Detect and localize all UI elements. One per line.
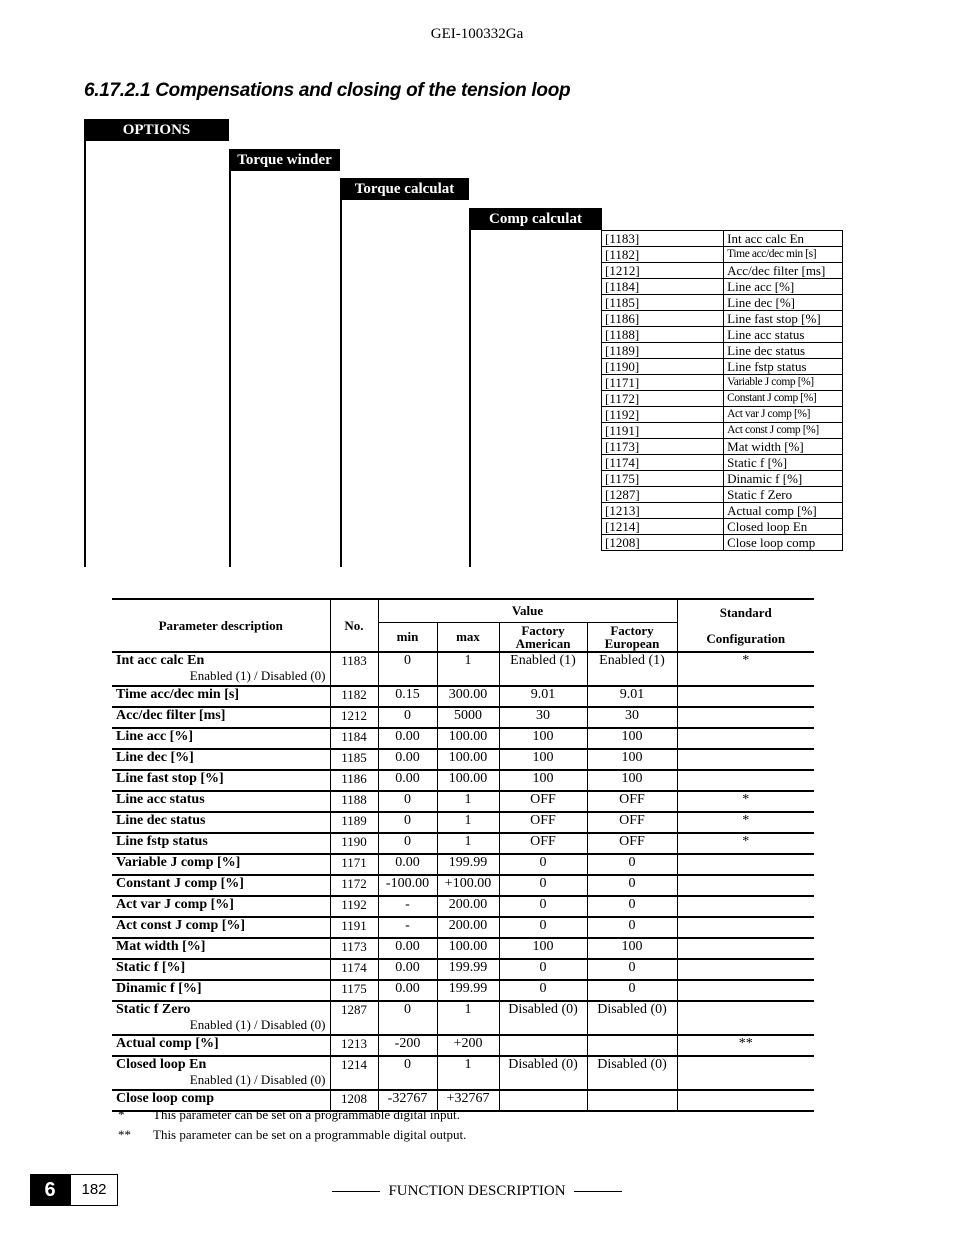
param-number: 1183 (330, 652, 378, 686)
factory-american-value: 0 (499, 917, 587, 938)
param-list-label: Close loop comp (724, 535, 843, 551)
min-value: 0.00 (378, 749, 437, 770)
param-number: 1185 (330, 749, 378, 770)
table-row (112, 707, 814, 728)
param-list-row (602, 407, 843, 423)
footnote-text: This parameter can be set on a programmable digital output. (153, 1127, 467, 1142)
param-list-row (602, 423, 843, 439)
table-row (112, 812, 814, 833)
param-list-number: [1186] (602, 311, 724, 327)
param-list-label: Time acc/dec min [s] (724, 247, 843, 263)
menu-torque-calculat: Torque calculat (340, 178, 469, 200)
standard-config-value (677, 854, 814, 875)
min-value: 0 (378, 652, 437, 686)
standard-config-value: * (677, 812, 814, 833)
min-value: 0 (378, 833, 437, 854)
min-value: 0 (378, 1056, 437, 1090)
param-list-row (602, 359, 843, 375)
footer-title (0, 1183, 954, 1200)
param-name: Line fstp status (116, 834, 208, 849)
table-row (112, 1056, 814, 1090)
min-value: 0 (378, 1001, 437, 1035)
param-name: Line acc status (116, 792, 205, 807)
header-factory-label: Factory (610, 622, 654, 638)
factory-american-value: 100 (499, 938, 587, 959)
min-value: 0 (378, 791, 437, 812)
param-list-label: Line fstp status (724, 359, 843, 375)
param-list-label: Line fast stop [%] (724, 311, 843, 327)
factory-european-value: OFF (587, 791, 677, 812)
footnote-text: This parameter can be set on a programmable digital input. (153, 1107, 460, 1122)
header-param-desc: Parameter description (112, 599, 330, 652)
table-row (112, 749, 814, 770)
header-min: min (378, 622, 437, 652)
factory-american-value: 0 (499, 854, 587, 875)
max-value: 100.00 (437, 728, 499, 749)
factory-american-value: 9.01 (499, 686, 587, 707)
param-list-label: Actual comp [%] (724, 503, 843, 519)
param-name: Constant J comp [%] (116, 876, 244, 891)
param-list-row (602, 279, 843, 295)
factory-american-value: Disabled (0) (499, 1001, 587, 1035)
param-list-row (602, 295, 843, 311)
param-name: Line dec [%] (116, 750, 194, 765)
menu-options: OPTIONS (84, 119, 229, 141)
factory-european-value: 100 (587, 770, 677, 791)
footnote-2 (118, 1127, 466, 1143)
factory-american-value (499, 1090, 587, 1111)
factory-european-value: OFF (587, 812, 677, 833)
factory-european-value: 0 (587, 875, 677, 896)
standard-config-value: * (677, 652, 814, 686)
min-value: 0 (378, 812, 437, 833)
min-value: - (378, 896, 437, 917)
param-number: 1192 (330, 896, 378, 917)
param-name: Line fast stop [%] (116, 771, 224, 786)
param-description (112, 791, 330, 812)
param-description (112, 707, 330, 728)
param-description (112, 1035, 330, 1056)
param-number: 1186 (330, 770, 378, 791)
param-number: 1213 (330, 1035, 378, 1056)
max-value: 1 (437, 833, 499, 854)
param-list-number: [1287] (602, 487, 724, 503)
min-value: 0 (378, 707, 437, 728)
param-list-row (602, 343, 843, 359)
param-list-label: Closed loop En (724, 519, 843, 535)
param-description (112, 854, 330, 875)
header-american-label: American (515, 635, 571, 651)
factory-american-value: 100 (499, 749, 587, 770)
factory-american-value (499, 1035, 587, 1056)
table-row (112, 728, 814, 749)
footer-rule (574, 1191, 622, 1192)
max-value: +32767 (437, 1090, 499, 1111)
factory-european-value: 0 (587, 854, 677, 875)
header-factory-label: Factory (521, 622, 565, 638)
max-value: 200.00 (437, 917, 499, 938)
param-description (112, 749, 330, 770)
param-description (112, 770, 330, 791)
param-list-row (602, 439, 843, 455)
param-number: 1214 (330, 1056, 378, 1090)
table-row (112, 1035, 814, 1056)
factory-american-value: 100 (499, 728, 587, 749)
page-number: 182 (70, 1174, 118, 1206)
tree-line (84, 119, 86, 567)
max-value: 199.99 (437, 854, 499, 875)
param-list-number: [1191] (602, 423, 724, 439)
factory-european-value: 100 (587, 749, 677, 770)
menu-comp-calculat: Comp calculat (469, 208, 602, 230)
param-description (112, 1056, 330, 1090)
max-value: 5000 (437, 707, 499, 728)
param-name: Dinamic f [%] (116, 981, 202, 996)
max-value: 1 (437, 812, 499, 833)
header-configuration: Configuration (706, 631, 786, 646)
standard-config-value (677, 896, 814, 917)
standard-config-value (677, 749, 814, 770)
param-list-number: [1174] (602, 455, 724, 471)
factory-american-value: Disabled (0) (499, 1056, 587, 1090)
param-name: Mat width [%] (116, 939, 206, 954)
max-value: 199.99 (437, 959, 499, 980)
parameter-table (112, 598, 814, 1112)
table-row (112, 854, 814, 875)
table-row (112, 791, 814, 812)
param-list-label: Act var J comp [%] (724, 407, 843, 423)
param-number: 1191 (330, 917, 378, 938)
factory-american-value: 0 (499, 896, 587, 917)
factory-european-value: 30 (587, 707, 677, 728)
param-description (112, 896, 330, 917)
header-factory-european (587, 622, 677, 652)
max-value: 1 (437, 1056, 499, 1090)
max-value: 100.00 (437, 749, 499, 770)
param-list-number: [1188] (602, 327, 724, 343)
param-description (112, 833, 330, 854)
param-number: 1171 (330, 854, 378, 875)
param-list-label: Acc/dec filter [ms] (724, 263, 843, 279)
factory-american-value: Enabled (1) (499, 652, 587, 686)
standard-config-value (677, 959, 814, 980)
footer-rule (332, 1191, 380, 1192)
factory-european-value: 0 (587, 896, 677, 917)
table-row (112, 938, 814, 959)
max-value: 200.00 (437, 896, 499, 917)
table-row (112, 686, 814, 707)
document-id: GEI-100332Ga (430, 26, 524, 42)
param-description (112, 938, 330, 959)
param-list-row (602, 263, 843, 279)
standard-config-value: * (677, 833, 814, 854)
min-value: -100.00 (378, 875, 437, 896)
param-number: 1175 (330, 980, 378, 1001)
param-description (112, 1001, 330, 1035)
param-list-number: [1171] (602, 375, 724, 391)
param-name: Variable J comp [%] (116, 855, 241, 870)
table-row (112, 875, 814, 896)
param-number: 1184 (330, 728, 378, 749)
param-list-number: [1189] (602, 343, 724, 359)
param-options: Enabled (1) / Disabled (0) (189, 668, 326, 683)
min-value: 0.00 (378, 959, 437, 980)
tree-line (340, 178, 342, 567)
param-list-label: Static f [%] (724, 455, 843, 471)
factory-european-value (587, 1090, 677, 1111)
table-row (112, 652, 814, 686)
param-name: Line dec status (116, 813, 206, 828)
param-description (112, 980, 330, 1001)
factory-european-value: 100 (587, 938, 677, 959)
param-list-row (602, 375, 843, 391)
table-row (112, 1001, 814, 1035)
parameter-list (601, 230, 843, 551)
param-list-number: [1212] (602, 263, 724, 279)
param-name: Close loop comp (116, 1091, 214, 1106)
param-list-number: [1185] (602, 295, 724, 311)
footer-label: FUNCTION DESCRIPTION (388, 1183, 566, 1199)
param-list-label: Line dec [%] (724, 295, 843, 311)
factory-european-value: 0 (587, 959, 677, 980)
param-list-number: [1173] (602, 439, 724, 455)
param-number: 1182 (330, 686, 378, 707)
standard-config-value (677, 875, 814, 896)
table-row (112, 959, 814, 980)
param-list-number: [1175] (602, 471, 724, 487)
max-value: 300.00 (437, 686, 499, 707)
max-value: +100.00 (437, 875, 499, 896)
min-value: 0.15 (378, 686, 437, 707)
max-value: 100.00 (437, 770, 499, 791)
param-name: Int acc calc En (116, 653, 205, 668)
param-description (112, 812, 330, 833)
param-list-number: [1214] (602, 519, 724, 535)
param-list-number: [1172] (602, 391, 724, 407)
param-list-row (602, 471, 843, 487)
param-list-label: Act const J comp [%] (724, 423, 843, 439)
param-name: Closed loop En (116, 1057, 207, 1072)
param-list-row (602, 311, 843, 327)
param-description (112, 959, 330, 980)
tree-line (469, 208, 471, 567)
param-list-row (602, 455, 843, 471)
factory-american-value: OFF (499, 812, 587, 833)
header-european-label: European (604, 635, 660, 651)
factory-european-value (587, 1035, 677, 1056)
factory-american-value: 30 (499, 707, 587, 728)
param-list-number: [1208] (602, 535, 724, 551)
min-value: 0.00 (378, 854, 437, 875)
param-list-label: Line acc [%] (724, 279, 843, 295)
param-list-number: [1182] (602, 247, 724, 263)
header-max: max (437, 622, 499, 652)
max-value: 100.00 (437, 938, 499, 959)
max-value: 1 (437, 652, 499, 686)
param-list-label: Dinamic f [%] (724, 471, 843, 487)
param-number: 1172 (330, 875, 378, 896)
standard-config-value (677, 938, 814, 959)
factory-european-value: OFF (587, 833, 677, 854)
param-name: Actual comp [%] (116, 1036, 219, 1051)
param-list-number: [1183] (602, 231, 724, 247)
header-standard-config (677, 599, 814, 652)
param-number: 1174 (330, 959, 378, 980)
min-value: 0.00 (378, 980, 437, 1001)
param-list-number: [1192] (602, 407, 724, 423)
standard-config-value (677, 686, 814, 707)
header-factory-american (499, 622, 587, 652)
factory-european-value: 0 (587, 980, 677, 1001)
param-description (112, 917, 330, 938)
standard-config-value (677, 1001, 814, 1035)
factory-european-value: 9.01 (587, 686, 677, 707)
param-number: 1189 (330, 812, 378, 833)
header-standard: Standard (719, 605, 772, 620)
min-value: -32767 (378, 1090, 437, 1111)
footnote-mark: ** (118, 1127, 131, 1142)
table-row (112, 770, 814, 791)
param-list-number: [1190] (602, 359, 724, 375)
param-description (112, 686, 330, 707)
factory-european-value: Disabled (0) (587, 1001, 677, 1035)
param-number: 1173 (330, 938, 378, 959)
standard-config-value (677, 707, 814, 728)
param-number: 1287 (330, 1001, 378, 1035)
param-name: Static f Zero (116, 1002, 191, 1017)
standard-config-value (677, 980, 814, 1001)
factory-european-value: 100 (587, 728, 677, 749)
chapter-number: 6 (30, 1174, 70, 1206)
footnote-mark: * (118, 1107, 125, 1122)
param-list-row (602, 487, 843, 503)
param-number: 1188 (330, 791, 378, 812)
param-name: Act const J comp [%] (116, 918, 246, 933)
min-value: -200 (378, 1035, 437, 1056)
header-value: Value (378, 599, 677, 622)
max-value: +200 (437, 1035, 499, 1056)
param-list-row (602, 231, 843, 247)
param-number: 1212 (330, 707, 378, 728)
section-title: 6.17.2.1 Compensations and closing of the tension loop (84, 80, 571, 101)
param-list-row (602, 535, 843, 551)
param-name: Static f [%] (116, 960, 186, 975)
param-name: Line acc [%] (116, 729, 193, 744)
param-list-row (602, 519, 843, 535)
menu-torque-winder: Torque winder (229, 149, 340, 171)
factory-european-value: Disabled (0) (587, 1056, 677, 1090)
param-description (112, 875, 330, 896)
param-list-row (602, 327, 843, 343)
standard-config-value (677, 728, 814, 749)
factory-american-value: 0 (499, 875, 587, 896)
param-name: Time acc/dec min [s] (116, 687, 239, 702)
param-description (112, 728, 330, 749)
param-list-row (602, 391, 843, 407)
factory-american-value: OFF (499, 833, 587, 854)
factory-european-value: Enabled (1) (587, 652, 677, 686)
param-list-row (602, 503, 843, 519)
header-no: No. (330, 599, 378, 652)
param-list-label: Line acc status (724, 327, 843, 343)
tree-line (229, 149, 231, 567)
factory-american-value: OFF (499, 791, 587, 812)
max-value: 199.99 (437, 980, 499, 1001)
footnote-1 (118, 1107, 460, 1123)
factory-american-value: 0 (499, 959, 587, 980)
standard-config-value (677, 770, 814, 791)
factory-european-value: 0 (587, 917, 677, 938)
param-name: Act var J comp [%] (116, 897, 234, 912)
param-list-label: Int acc calc En (724, 231, 843, 247)
param-list-label: Constant J comp [%] (724, 391, 843, 407)
standard-config-value: ** (677, 1035, 814, 1056)
standard-config-value (677, 1056, 814, 1090)
min-value: 0.00 (378, 728, 437, 749)
table-row (112, 917, 814, 938)
standard-config-value (677, 1090, 814, 1111)
min-value: - (378, 917, 437, 938)
param-list-label: Mat width [%] (724, 439, 843, 455)
param-list-row (602, 247, 843, 263)
factory-american-value: 0 (499, 980, 587, 1001)
standard-config-value: * (677, 791, 814, 812)
param-options: Enabled (1) / Disabled (0) (189, 1072, 326, 1087)
min-value: 0.00 (378, 938, 437, 959)
table-row (112, 980, 814, 1001)
param-number: 1208 (330, 1090, 378, 1111)
factory-american-value: 100 (499, 770, 587, 791)
param-options: Enabled (1) / Disabled (0) (189, 1017, 326, 1032)
max-value: 1 (437, 791, 499, 812)
param-name: Acc/dec filter [ms] (116, 708, 226, 723)
table-row (112, 833, 814, 854)
table-row (112, 896, 814, 917)
standard-config-value (677, 917, 814, 938)
param-list-label: Variable J comp [%] (724, 375, 843, 391)
param-list-number: [1213] (602, 503, 724, 519)
param-description (112, 652, 330, 686)
param-list-number: [1184] (602, 279, 724, 295)
max-value: 1 (437, 1001, 499, 1035)
param-number: 1190 (330, 833, 378, 854)
min-value: 0.00 (378, 770, 437, 791)
param-list-label: Line dec status (724, 343, 843, 359)
param-list-label: Static f Zero (724, 487, 843, 503)
